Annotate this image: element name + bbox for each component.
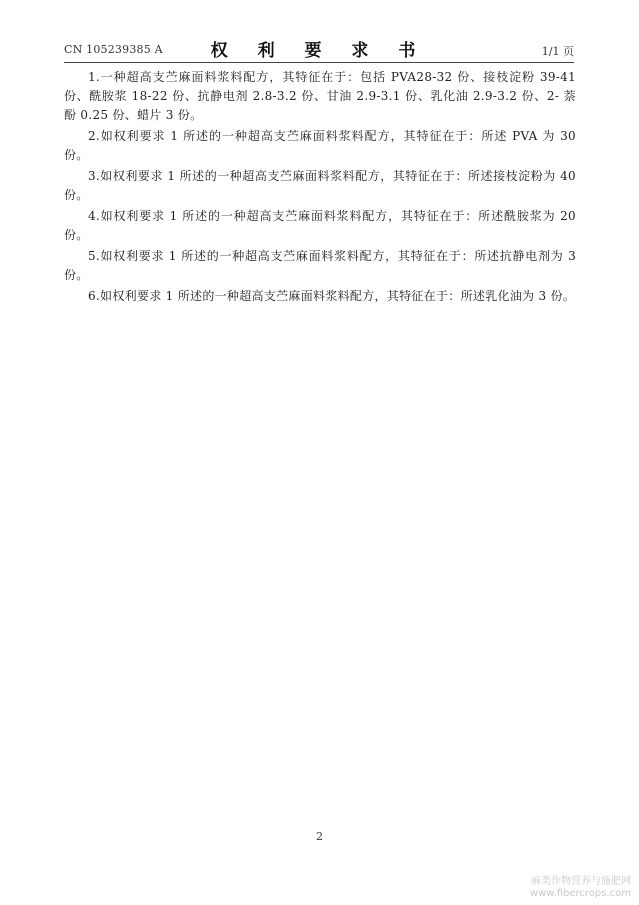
publication-number: CN 105239385 A (64, 43, 163, 56)
watermark (501, 876, 631, 900)
claims-list (64, 68, 576, 308)
page-header (64, 36, 574, 62)
watermark-line-1: 麻类作物营养与施肥网 (531, 876, 631, 887)
claim-4: 4.如权利要求 1 所述的一种超高支苎麻面料浆料配方，其特征在于：所述酰胺浆为 20 份。 (64, 209, 576, 242)
header-divider (64, 62, 574, 63)
claim-6: 6.如权利要求 1 所述的一种超高支苎麻面料浆料配方，其特征在于：所述乳化油为 3 份。 (88, 289, 576, 303)
claim-2: 2.如权利要求 1 所述的一种超高支苎麻面料浆料配方，其特征在于：所述 PVA 为 30 份。 (64, 129, 576, 162)
claim-1: 1.一种超高支苎麻面料浆料配方，其特征在于：包括 PVA28-32 份、接枝淀粉 39-41 份、酰胺浆 18-22 份、抗静电剂 2.8-3.2 份、甘油 2.9-3.1 份、乳化油 2.9-3.2 份、2- 萘酚 0.25 份、蜡片 3 份。 (64, 70, 576, 122)
page-number: 2 (316, 830, 323, 843)
page-indicator: 1/1 页 (541, 45, 574, 58)
claim-5: 5.如权利要求 1 所述的一种超高支苎麻面料浆料配方，其特征在于：所述抗静电剂为 3 份。 (64, 249, 576, 282)
claim-3: 3.如权利要求 1 所述的一种超高支苎麻面料浆料配方，其特征在于：所述接枝淀粉为 40 份。 (64, 169, 576, 202)
watermark-line-2: www.fibercrops.com (529, 888, 631, 899)
document-title: 权 利 要 求 书 (210, 41, 428, 61)
